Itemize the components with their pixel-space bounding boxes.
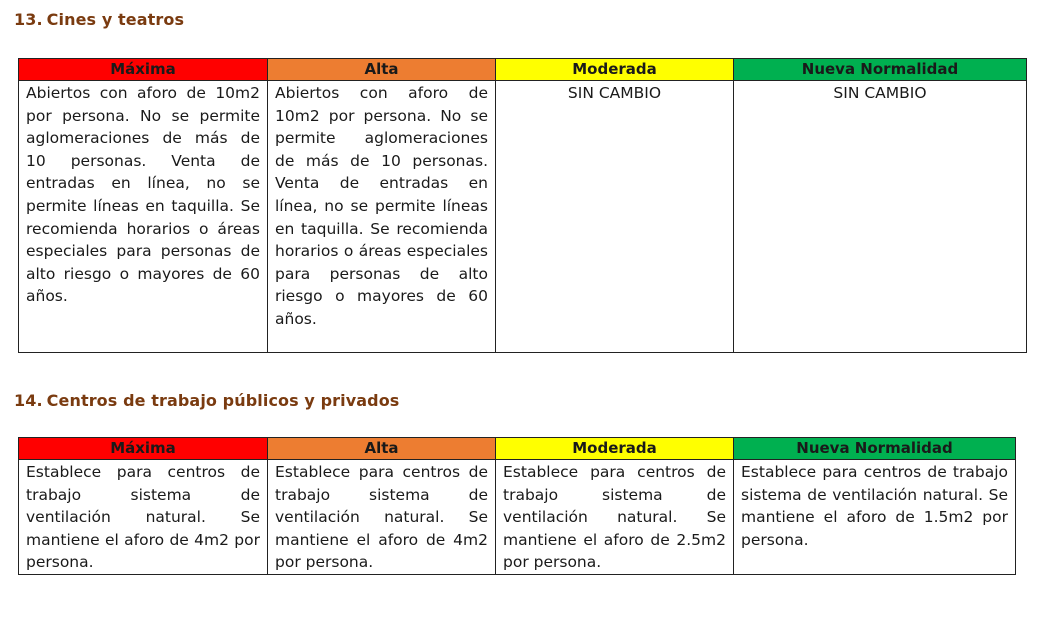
header-nueva-normalidad: Nueva Normalidad xyxy=(734,438,1016,460)
header-moderada: Moderada xyxy=(496,438,734,460)
table-row xyxy=(19,81,1027,353)
section-13-heading: Cines y teatros xyxy=(46,10,185,29)
header-alta: Alta xyxy=(268,59,496,81)
cell-maxima: Establece para centros de trabajo sistema de ventilación natural. Se mantiene el aforo de 4m2 por persona. xyxy=(19,460,268,575)
cell-alta: Abiertos con aforo de 10m2 por persona. No se permite aglomeraciones de más de 10 personas. Venta de entradas en línea, no se permite líneas en taquilla. Se recomienda horarios o áreas especiales para personas de alto riesgo o mayores de 60 años. xyxy=(268,81,496,353)
section-14-title xyxy=(14,391,399,410)
cell-maxima: Abiertos con aforo de 10m2 por persona. No se permite aglomeraciones de más de 10 personas. Venta de entradas en línea, no se permite líneas en taquilla. Se recomienda horarios o áreas especiales para personas de alto riesgo o mayores de 60 años. xyxy=(19,81,268,353)
section-14-number: 14. xyxy=(14,391,43,410)
table-row xyxy=(19,460,1016,575)
cell-alta: Establece para centros de trabajo sistema de ventilación natural. Se mantiene el aforo de 4m2 por persona. xyxy=(268,460,496,575)
header-row xyxy=(19,59,1027,81)
header-maxima: Máxima xyxy=(19,59,268,81)
header-maxima: Máxima xyxy=(19,438,268,460)
header-nueva-normalidad: Nueva Normalidad xyxy=(734,59,1027,81)
header-moderada: Moderada xyxy=(496,59,734,81)
header-alta: Alta xyxy=(268,438,496,460)
section-14-heading: Centros de trabajo públicos y privados xyxy=(46,391,400,410)
cell-moderada: SIN CAMBIO xyxy=(496,81,734,353)
section-13-title xyxy=(14,10,184,29)
cell-nueva-normalidad: SIN CAMBIO xyxy=(734,81,1027,353)
section-13-number: 13. xyxy=(14,10,43,29)
cell-nueva-normalidad: Establece para centros de trabajo sistema de ventilación natural. Se mantiene el aforo de 1.5m2 por persona. xyxy=(734,460,1016,575)
header-row xyxy=(19,438,1016,460)
cell-moderada: Establece para centros de trabajo sistema de ventilación natural. Se mantiene el aforo de 2.5m2 por persona. xyxy=(496,460,734,575)
table-centros-trabajo xyxy=(18,437,1016,575)
table-cines-teatros xyxy=(18,58,1027,353)
